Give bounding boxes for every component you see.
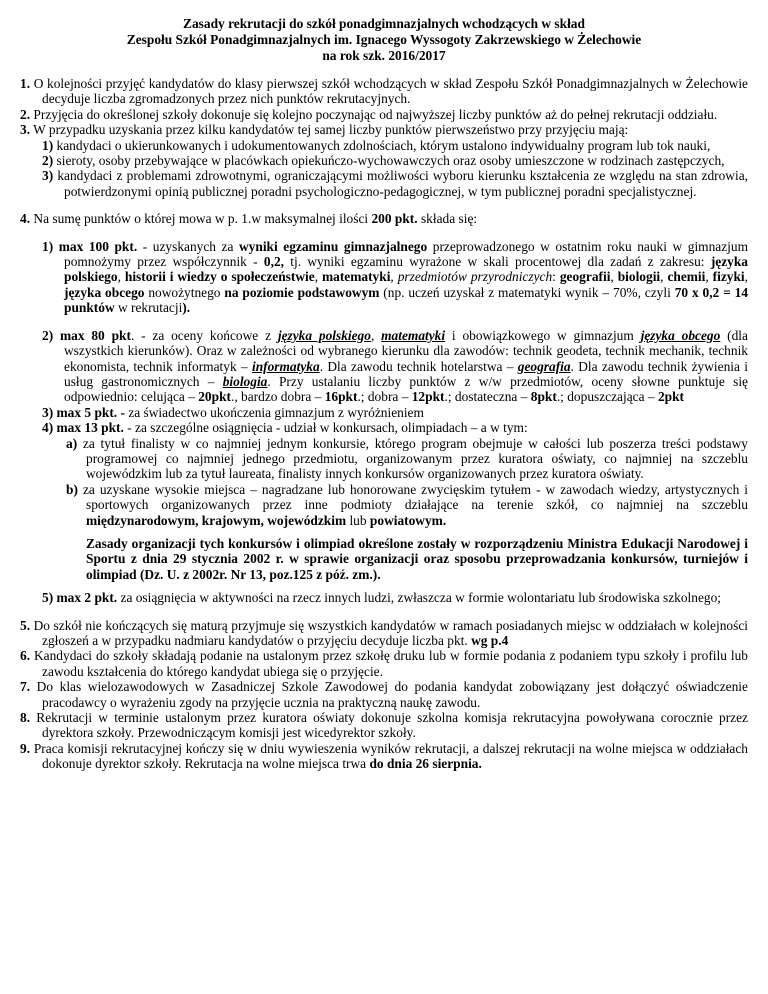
rule-1: 1. O kolejności przyjęć kandydatów do klasy pierwszej szkół wchodzących w skład Zespołu Szkół Ponadgimnazjalnych w Żelechowie decyduje liczba zgromadzonych przez nich punktów rekrutacyjnych. [20,76,749,107]
rule-4-item-4: 4) max 13 pkt. - za szczególne osiągnięcia - udział w konkursach, olimpiadach – a w tym: [42,420,528,436]
title-line-2: Zespołu Szkół Ponadgimnazjalnych im. Ignacego Wyssogoty Zakrzewskiego w Żelechowie [126,32,642,47]
rule-4-item-2: 2) max 80 pkt. - za oceny końcowe z języka polskiego, matematyki i obowiązkowego w gimnazjum języka obcego (dla wszystkich kierunków). Oraz w zależności od wybranego kierunku dla zawodów: technik geodeta, technik mechanik, technik ekonomista, technik informatyk – informatyka. Dla zawodu technik hotelarstwa – geografia. Dla zawodu technik żywienia i usług gastronomicznych – biologia. Przy ustalaniu liczby punktów z w/w przedmiotów, oceny słowne punktuje się odpowiednio: celująca – 20pkt., bardzo dobra – 16pkt.; dobra – 12pkt.; dostateczna – 8pkt.; dopuszczająca – 2pkt [42,327,748,405]
rule-7: 7. Do klas wielozawodowych w Zasadniczej Szkole Zawodowej do podania kandydat zobowiązany jest dołączyć oświadczenie pracodawcy o wyrażeniu zgody na przyjęcie ucznia na praktyczną naukę zawodu. [20,679,748,710]
rule-9: 9. Praca komisji rekrutacyjnej kończy się w dniu wywieszenia wyników rekrutacji, a dalszej rekrutacji na wolne miejsca w oddziałach dokonuje dyrektor szkoły. Rekrutacja na wolne miejsca trwa do dnia 26 sierpnia. [20,740,748,772]
rule-3: 3. W przypadku uzyskania przez kilku kandydatów tej samej liczby punktów pierwszeństwo przy przyjęciu mają: [20,122,629,138]
rule-4-item-4a: a) za tytuł finalisty w co najmniej jednym konkursie, którego program obejmuje w całości lub poszerza treści podstawy programowej co najmniej jednego przedmiotu, organizowanym przez kuratora oświaty, co najmniej na szczeblu wojewódzkim lub za tytuł laureata, finalisty innych konkursów organizowanych przez kuratora oświaty. [66,435,748,482]
rule-4-item-3: 3) max 5 pkt. - za świadectwo ukończenia gimnazjum z wyróżnieniem [42,404,424,420]
regulation-note: Zasady organizacji tych konkursów i olimpiad określone zostały w rozporządzeniu Ministra Edukacji Narodowej i Sportu z dnia 29 stycznia 2002 r. w sprawie organizacji oraz sposobu przeprowadzania konkursów, turniejów i olimpiad (Dz. U. z 2002r. Nr 13, poz.125 z póź. zm.). [86,535,748,582]
document-title [20,16,748,64]
title-line-1: Zasady rekrutacji do szkół ponadgimnazjalnych wchodzących w skład [183,16,585,31]
rule-2: 2. Przyjęcia do określonej szkoły dokonuje się kolejno poczynając od najwyższej liczby punktów aż do pełnej rekrutacji oddziału. [20,106,718,122]
rule-4-item-4b: b) za uzyskane wysokie miejsca – nagradzane lub honorowane zwycięskim tytułem - w zawodach wiedzy, artystycznych i sportowych organizowanych przez inne podmioty działające na terenie szkół, co najmniej na szczeblu międzynarodowym, krajowym, wojewódzkim lub powiatowym. [66,481,748,528]
rule-3-item-1: 1) kandydaci o ukierunkowanych i udokumentowanych zdolnościach, którym ustalono indywidualny program lub tok nauki, [42,137,711,153]
rule-4: 4. Na sumę punktów o której mowa w p. 1.w maksymalnej ilości 200 pkt. składa się: [20,211,478,227]
rule-5: 5. Do szkół nie kończących się maturą przyjmuje się wszystkich kandydatów w ramach posiadanych miejsc w oddziałach w kolejności zgłoszeń a w przypadku nadmiaru kandydatów o przyjęciu decyduje liczba pkt. wg p.4 [20,617,748,648]
title-line-3: na rok szk. 2016/2017 [322,48,446,63]
rule-3-item-3: 3) kandydaci z problemami zdrowotnymi, ograniczającymi możliwości wyboru kierunku kształcenia ze względu na stan zdrowia, potwierdzonymi opinią publicznej poradni psychologiczno-pedagogicznej, w tym publicznej poradni specjalistycznej. [42,168,748,199]
rule-8: 8. Rekrutacji w terminie ustalonym przez kuratora oświaty dokonuje szkolna komisja rekrutacyjna powoływana corocznie przez dyrektora szkoły. Przewodniczącym komisji jest wicedyrektor szkoły. [20,710,748,741]
rule-6: 6. Kandydaci do szkoły składają podanie na ustalonym przez szkołę druku lub w formie podania z podaniem typu szkoły i profilu lub zawodu kształcenia do którego kandydat ubiega się o przyjęcie. [20,648,748,679]
rule-4-item-5: 5) max 2 pkt. za osiągnięcia w aktywności na rzecz innych ludzi, zwłaszcza w formie wolontariatu lub środowiska szkolnego; [42,590,722,606]
rule-4-item-1: 1) max 100 pkt. - uzyskanych za wyniki egzaminu gimnazjalnego przeprowadzonego w ostatnim roku nauki w gimnazjum pomnożymy przez współczynnik - 0,2, tj. wyniki egzaminu wyrażone w skali procentowej dla zadań z zakresu: języka polskiego, historii i wiedzy o społeczeństwie, matematyki, przedmiotów przyrodniczych: geografii, biologii, chemii, fizyki, języka obcego nowożytnego na poziomie podstawowym (np. uczeń uzyskał z matematyki wynik – 70%, czyli 70 x 0,2 = 14 punktów w rekrutacji). [42,238,749,316]
rule-3-item-2: 2) sieroty, osoby przebywające w placówkach opiekuńczo-wychowawczych oraz osoby umieszczone w rodzinach zastępczych, [42,153,725,169]
